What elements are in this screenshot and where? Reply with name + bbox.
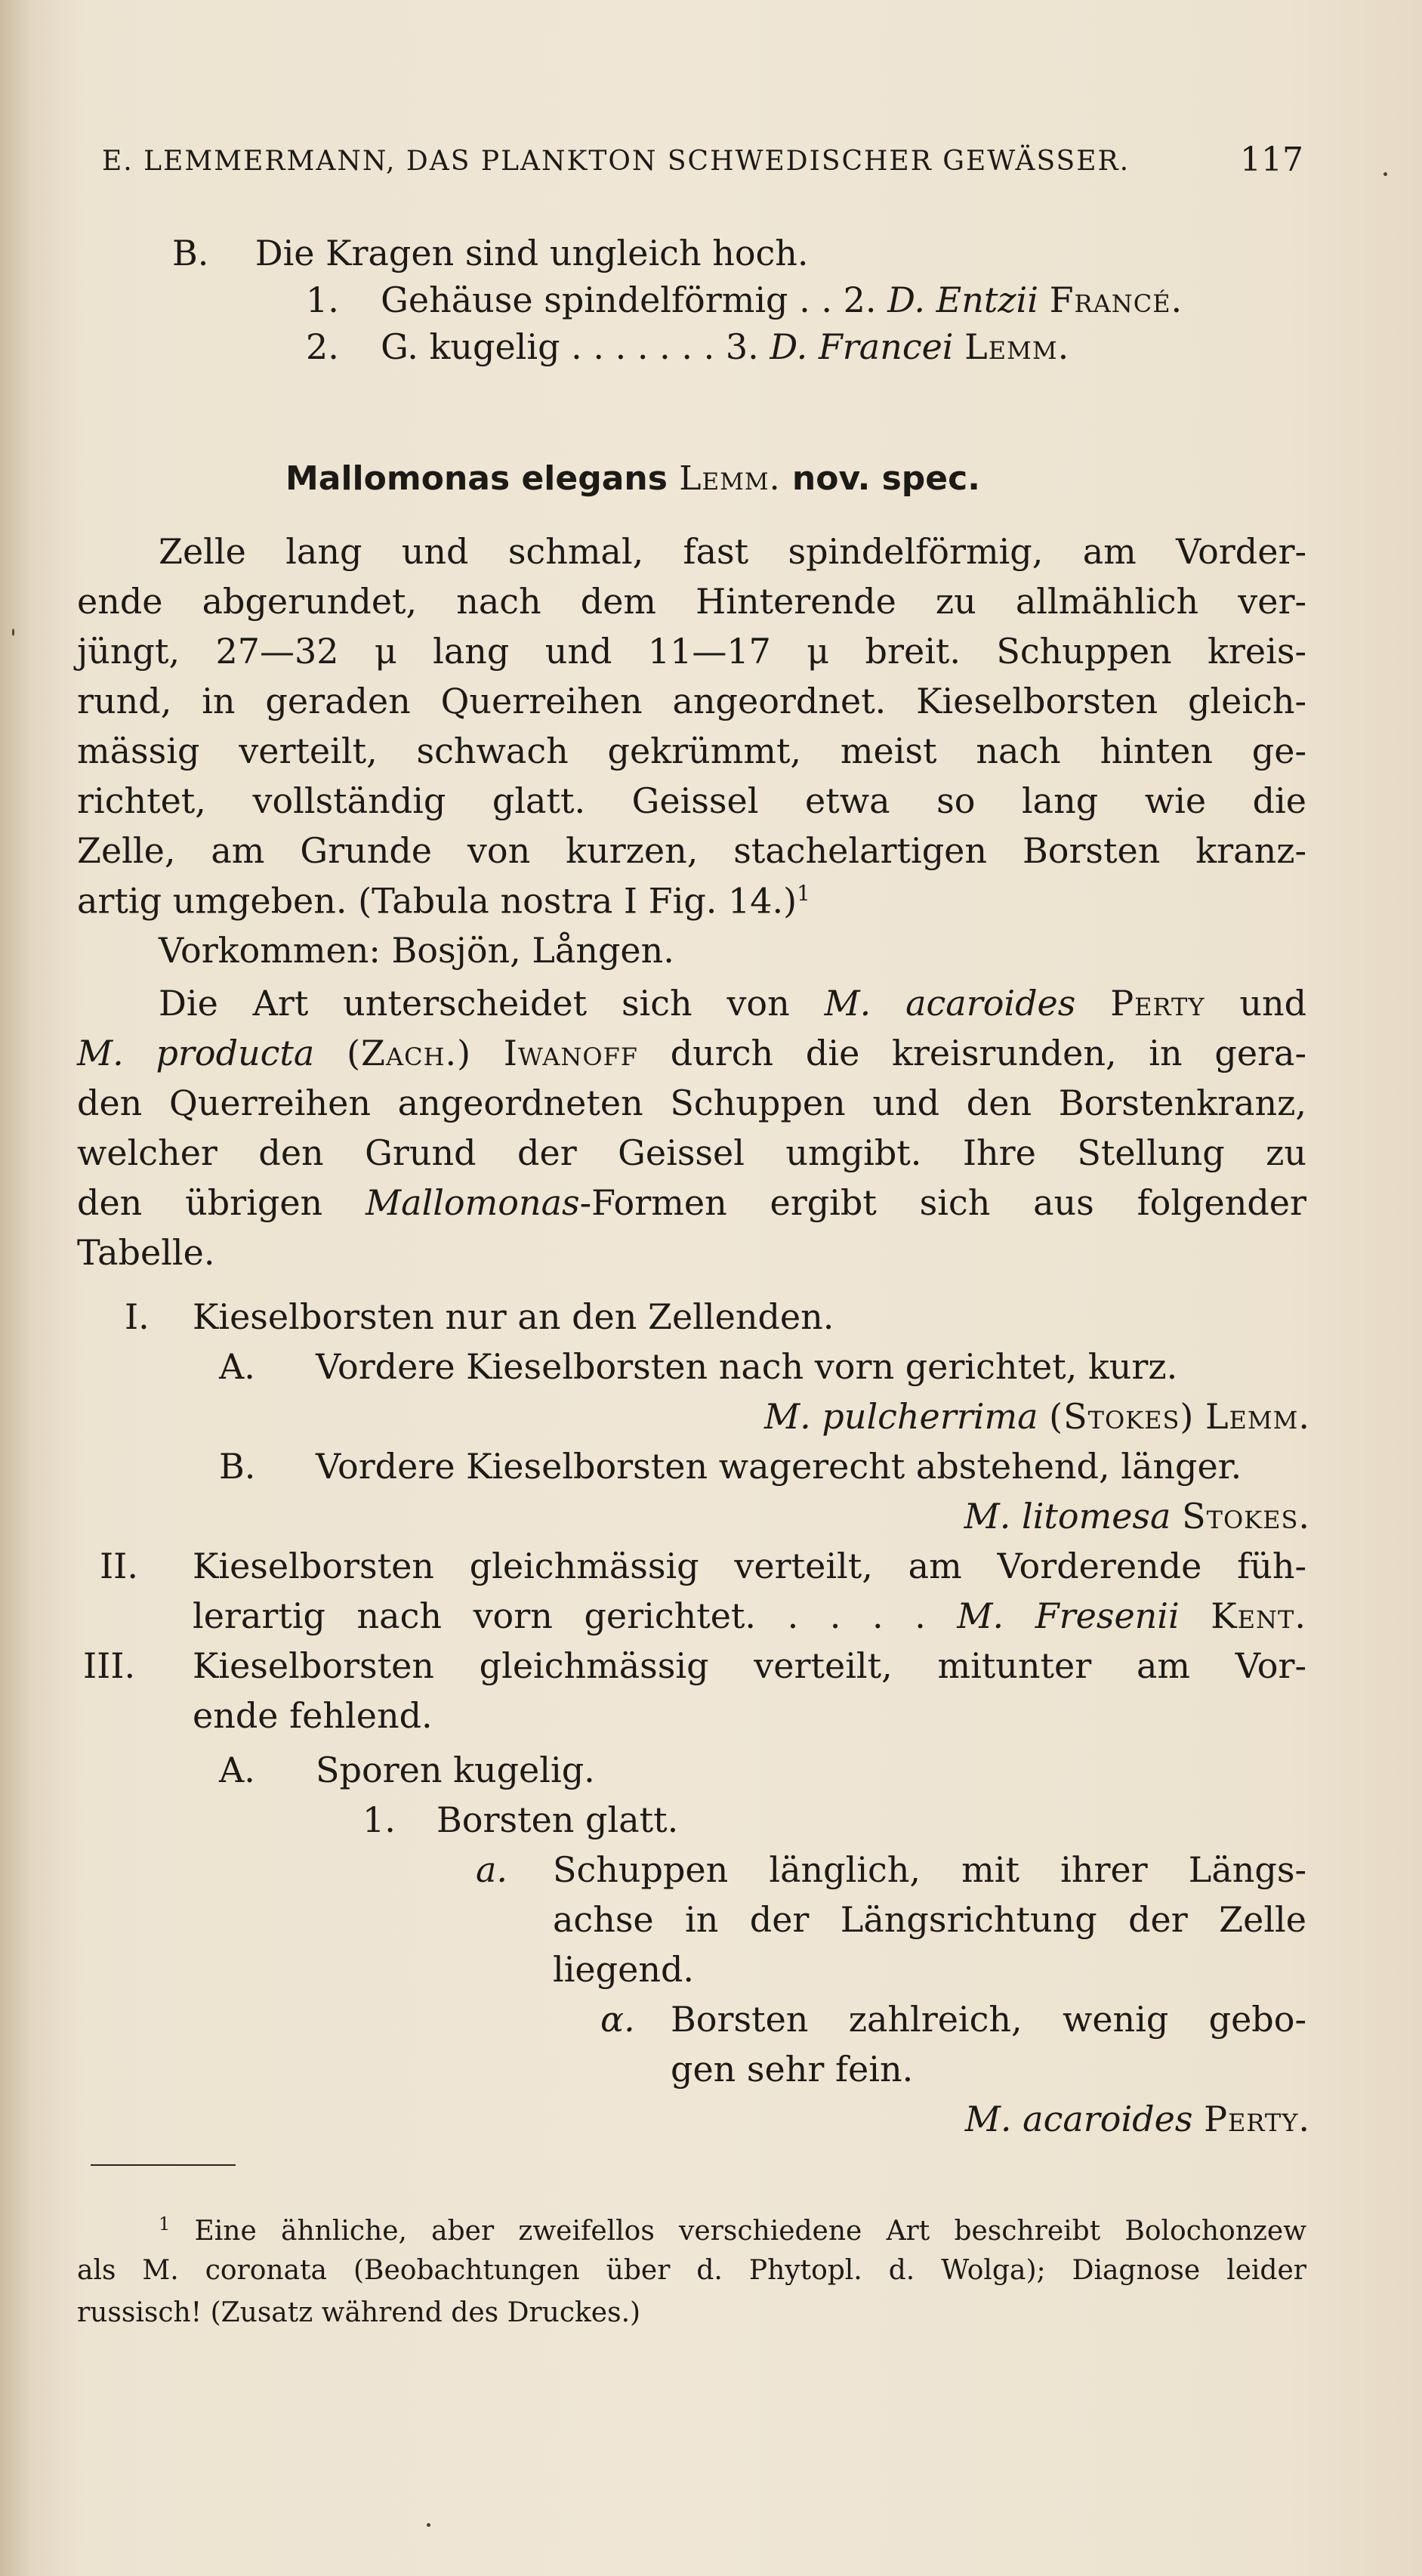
comparison-line: welcher den Grund der Geissel umgibt. Ihre Stellung zu	[77, 1132, 1306, 1173]
comparison-line: Tabelle.	[77, 1232, 215, 1273]
species-name: M. Fresenii	[957, 1595, 1180, 1636]
species-name: D. Francei	[770, 326, 954, 367]
paper-speck	[1383, 172, 1387, 176]
key-text: Borsten zahlreich, wenig gebo-	[671, 1999, 1306, 2040]
key-label: I.	[125, 1296, 150, 1337]
key-text: Schuppen länglich, mit ihrer Längs-	[553, 1849, 1306, 1890]
comparison-line: den übrigen Mallomonas-Formen ergibt sich aus folgender	[77, 1182, 1306, 1223]
key-b-text: Die Kragen sind ungleich hoch.	[254, 233, 809, 273]
author-name: Perty	[1110, 983, 1205, 1024]
footnote-marker: 1	[797, 881, 810, 906]
key-text: Borsten glatt.	[436, 1799, 679, 1840]
description-line: Zelle, am Grunde von kurzen, stachelartigen Borsten kranz-	[77, 830, 1306, 871]
comparison-line: M. producta (Zach.) Iwanoff durch die kreisrunden, in gera-	[77, 1033, 1306, 1073]
key-text: Vordere Kieselborsten nach vorn gerichtet, kurz.	[316, 1346, 1178, 1387]
species-name: M. producta	[77, 1033, 315, 1073]
key-label: 1.	[362, 1799, 396, 1840]
species-name: M. acaroides	[964, 2099, 1193, 2139]
description-line: jüngt, 27—32 μ lang und 11—17 μ breit. Schuppen kreis-	[77, 631, 1306, 672]
author-name: Kent.	[1211, 1595, 1306, 1636]
species-name: M. litomesa	[964, 1496, 1171, 1537]
description-line: rund, in geraden Querreihen angeordnet. Kieselborsten gleich-	[77, 681, 1306, 721]
key-species	[964, 2099, 1310, 2139]
species-heading: Mallomonas elegans Lemm. nov. spec.	[285, 459, 980, 498]
description-line: ende abgerundet, nach dem Hinterende zu allmählich ver-	[77, 581, 1306, 622]
paper-speck	[427, 2523, 430, 2527]
key-text: lerartig nach vorn gerichtet. . . . . M. Fresenii Kent.	[193, 1595, 1306, 1636]
key-label: α.	[600, 1999, 635, 2040]
paper-speck	[12, 629, 14, 636]
species-name: M. acaroides	[824, 983, 1076, 1024]
key-text: achse in der Längsrichtung der Zelle	[553, 1899, 1306, 1940]
page-number: 117	[1240, 141, 1303, 179]
key-b-line	[172, 233, 809, 273]
key-label: a.	[476, 1849, 508, 1890]
key-species	[964, 1496, 1310, 1537]
footnote-line: als M. coronata (Beobachtungen über d. Phytopl. d. Wolga); Diagnose leider	[77, 2255, 1306, 2286]
key-label: B.	[219, 1446, 256, 1487]
key-species: M. pulcherrima (Stokes) Lemm.	[764, 1396, 1310, 1437]
author-name: Francé.	[1049, 280, 1183, 320]
key-text: Kieselborsten gleichmässig verteilt, am Vorderende füh-	[193, 1546, 1306, 1586]
author-name: Lemm.	[964, 326, 1070, 367]
description-line: richtet, vollständig glatt. Geissel etwa so lang wie die	[77, 780, 1306, 821]
description-line: mässig verteilt, schwach gekrümmt, meist nach hinten ge-	[77, 730, 1306, 771]
key-b-item-1: 1. Gehäuse spindelförmig . . 2. D. Entzii Francé.	[306, 280, 1183, 320]
key-label: A.	[219, 1750, 255, 1790]
footnote-line: $^1$ Eine ähnliche, aber zweifellos verschiedene Art beschreibt Bolochonzew	[159, 2213, 1306, 2247]
key-label: II.	[100, 1546, 138, 1586]
comparison-line: Die Art unterscheidet sich von M. acaroides Perty und	[159, 983, 1307, 1024]
key-text: Kieselborsten gleichmässig verteilt, mitunter am Vor-	[193, 1645, 1306, 1686]
footnote-line: russisch! (Zusatz während des Druckes.)	[77, 2297, 641, 2328]
genus-name: Mallomonas	[365, 1182, 580, 1223]
key-b-label: B.	[172, 233, 209, 273]
key-text: liegend.	[553, 1949, 695, 1990]
author-name: Perty.	[1204, 2099, 1310, 2139]
key-label: III.	[83, 1645, 136, 1686]
occurrence: Vorkommen: Bosjön, Lången.	[159, 930, 674, 971]
running-title: E. LEMMERMANN, DAS PLANKTON SCHWEDISCHER GEWÄSSER.	[102, 146, 1131, 177]
description-line: Zelle lang und schmal, fast spindelförmig, am Vorder-	[159, 531, 1306, 572]
author-name: Iwanoff	[503, 1033, 638, 1073]
key-text: Vordere Kieselborsten wagerecht abstehend, länger.	[316, 1446, 1242, 1487]
author-name: Lemm.	[679, 459, 781, 498]
key-text: Sporen kugelig.	[316, 1750, 595, 1790]
key-text: Kieselborsten nur an den Zellenden.	[193, 1296, 834, 1337]
description-line: artig umgeben. (Tabula nostra I Fig. 14.)$^1$	[77, 880, 810, 922]
key-text: ende fehlend.	[193, 1695, 433, 1736]
species-name: M. pulcherrima	[764, 1396, 1038, 1437]
key-text: gen sehr fein.	[671, 2049, 914, 2090]
species-name: D. Entzii	[887, 280, 1038, 320]
key-label: A.	[219, 1346, 255, 1387]
footnote-rule	[91, 2164, 236, 2166]
key-b-item-2: 2. G. kugelig . . . . . . . 3. D. Francei Lemm.	[306, 326, 1070, 367]
comparison-line: den Querreihen angeordneten Schuppen und den Borstenkranz,	[77, 1083, 1306, 1123]
author-name: Lemm.	[1205, 1396, 1310, 1437]
author-name: Stokes.	[1182, 1496, 1310, 1537]
